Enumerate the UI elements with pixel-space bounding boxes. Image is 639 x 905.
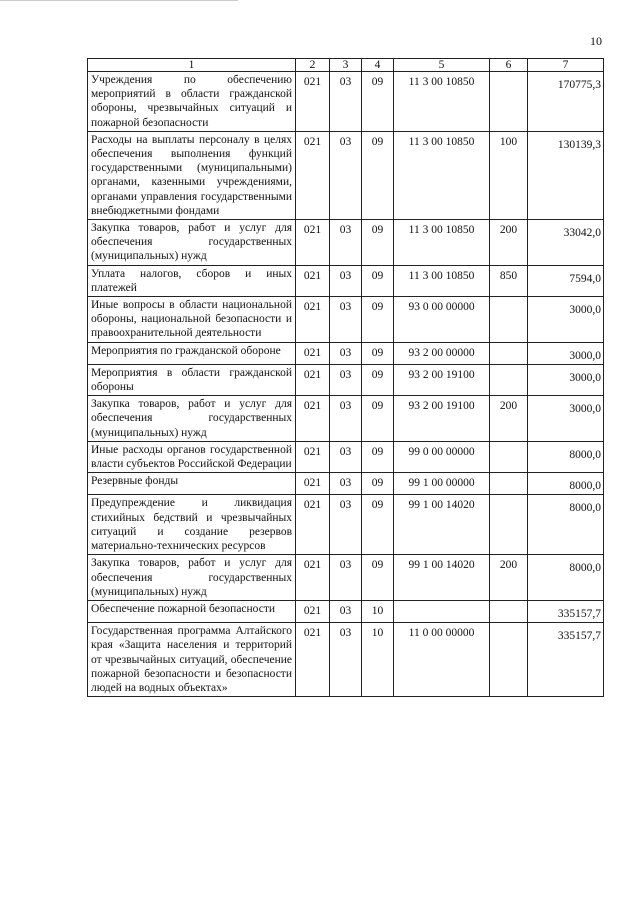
header-cell-1: 1	[88, 59, 296, 72]
table-row	[88, 297, 604, 343]
expense-type-cell	[490, 495, 528, 555]
header-cell-4: 4	[362, 59, 394, 72]
table-row	[88, 600, 604, 622]
expense-name-cell: Резервные фонды	[88, 473, 296, 495]
subsection-code-cell: 09	[362, 342, 394, 364]
ministry-code-cell: 021	[296, 342, 330, 364]
expense-name-cell: Расходы на выплаты персоналу в целях обеспечения выполнения функций государственными (муниципальными) органами, казенными учреждениями, органами управления государственными внебюджетными фондами	[88, 131, 296, 219]
target-article-cell: 93 2 00 19100	[394, 396, 490, 442]
expense-type-cell	[490, 473, 528, 495]
expense-name-cell: Иные вопросы в области национальной обороны, национальной безопасности и правоохранительной деятельности	[88, 297, 296, 343]
subsection-code-cell: 09	[362, 555, 394, 601]
expense-name-cell: Мероприятия по гражданской обороне	[88, 342, 296, 364]
amount-cell: 3000,0	[528, 364, 604, 395]
subsection-code-cell: 09	[362, 131, 394, 219]
amount-cell: 8000,0	[528, 555, 604, 601]
ministry-code-cell: 021	[296, 555, 330, 601]
budget-table	[87, 58, 604, 697]
target-article-cell: 99 1 00 14020	[394, 495, 490, 555]
expense-name-cell: Мероприятия в области гражданской обороны	[88, 364, 296, 395]
section-code-cell: 03	[330, 265, 362, 296]
section-code-cell: 03	[330, 364, 362, 395]
expense-type-cell	[490, 441, 528, 472]
ministry-code-cell: 021	[296, 495, 330, 555]
header-cell-2: 2	[296, 59, 330, 72]
header-cell-3: 3	[330, 59, 362, 72]
amount-cell: 8000,0	[528, 473, 604, 495]
section-code-cell: 03	[330, 623, 362, 697]
amount-cell: 130139,3	[528, 131, 604, 219]
section-code-cell: 03	[330, 441, 362, 472]
target-article-cell	[394, 600, 490, 622]
ministry-code-cell: 021	[296, 265, 330, 296]
section-code-cell: 03	[330, 72, 362, 132]
expense-name-cell: Обеспечение пожарной безопасности	[88, 600, 296, 622]
amount-cell: 7594,0	[528, 265, 604, 296]
ministry-code-cell: 021	[296, 364, 330, 395]
subsection-code-cell: 09	[362, 220, 394, 266]
header-row	[88, 59, 604, 72]
target-article-cell: 11 3 00 10850	[394, 72, 490, 132]
target-article-cell: 11 3 00 10850	[394, 220, 490, 266]
subsection-code-cell: 09	[362, 495, 394, 555]
table-row	[88, 364, 604, 395]
budget-table-container	[87, 58, 603, 697]
table-row	[88, 265, 604, 296]
header-cell-7: 7	[528, 59, 604, 72]
target-article-cell: 99 1 00 00000	[394, 473, 490, 495]
header-cell-5: 5	[394, 59, 490, 72]
ministry-code-cell: 021	[296, 220, 330, 266]
expense-type-cell: 850	[490, 265, 528, 296]
expense-name-cell: Предупреждение и ликвидация стихийных бедствий и чрезвычайных ситуаций и создание резервов материально-технических ресурсов	[88, 495, 296, 555]
expense-type-cell	[490, 72, 528, 132]
subsection-code-cell: 09	[362, 297, 394, 343]
section-code-cell: 03	[330, 297, 362, 343]
expense-type-cell	[490, 600, 528, 622]
page-number: 10	[590, 34, 602, 48]
ministry-code-cell: 021	[296, 131, 330, 219]
amount-cell: 3000,0	[528, 297, 604, 343]
amount-cell: 3000,0	[528, 396, 604, 442]
table-row	[88, 623, 604, 697]
expense-name-cell: Учреждения по обеспечению мероприятий в области гражданской обороны, чрезвычайных ситуаций и пожарной безопасности	[88, 72, 296, 132]
table-row	[88, 473, 604, 495]
expense-name-cell: Закупка товаров, работ и услуг для обеспечения государственных (муниципальных) нужд	[88, 396, 296, 442]
target-article-cell: 99 0 00 00000	[394, 441, 490, 472]
subsection-code-cell: 09	[362, 441, 394, 472]
ministry-code-cell: 021	[296, 441, 330, 472]
table-row	[88, 555, 604, 601]
section-code-cell: 03	[330, 131, 362, 219]
target-article-cell: 93 0 00 00000	[394, 297, 490, 343]
table-row	[88, 495, 604, 555]
table-row	[88, 72, 604, 132]
section-code-cell: 03	[330, 495, 362, 555]
section-code-cell: 03	[330, 342, 362, 364]
ministry-code-cell: 021	[296, 396, 330, 442]
target-article-cell: 93 2 00 19100	[394, 364, 490, 395]
amount-cell: 8000,0	[528, 441, 604, 472]
expense-type-cell: 200	[490, 396, 528, 442]
expense-name-cell: Иные расходы органов государственной власти субъектов Российской Федерации	[88, 441, 296, 472]
amount-cell: 33042,0	[528, 220, 604, 266]
table-row	[88, 396, 604, 442]
expense-type-cell	[490, 297, 528, 343]
section-code-cell: 03	[330, 220, 362, 266]
target-article-cell: 11 3 00 10850	[394, 131, 490, 219]
subsection-code-cell: 10	[362, 623, 394, 697]
amount-cell: 335157,7	[528, 600, 604, 622]
table-row	[88, 131, 604, 219]
section-code-cell: 03	[330, 600, 362, 622]
subsection-code-cell: 09	[362, 364, 394, 395]
section-code-cell: 03	[330, 396, 362, 442]
table-row	[88, 441, 604, 472]
subsection-code-cell: 09	[362, 396, 394, 442]
amount-cell: 335157,7	[528, 623, 604, 697]
subsection-code-cell: 09	[362, 72, 394, 132]
ministry-code-cell: 021	[296, 623, 330, 697]
table-row	[88, 220, 604, 266]
expense-name-cell: Закупка товаров, работ и услуг для обеспечения государственных (муниципальных) нужд	[88, 220, 296, 266]
subsection-code-cell: 09	[362, 265, 394, 296]
expense-type-cell	[490, 342, 528, 364]
expense-name-cell: Уплата налогов, сборов и иных платежей	[88, 265, 296, 296]
subsection-code-cell: 09	[362, 473, 394, 495]
expense-name-cell: Государственная программа Алтайского края «Защита населения и территорий от чрезвычайных ситуаций, обеспечение пожарной безопасности и безопасности людей на водных объектах»	[88, 623, 296, 697]
expense-type-cell	[490, 364, 528, 395]
amount-cell: 3000,0	[528, 342, 604, 364]
expense-type-cell: 100	[490, 131, 528, 219]
subsection-code-cell: 10	[362, 600, 394, 622]
section-code-cell: 03	[330, 555, 362, 601]
header-cell-6: 6	[490, 59, 528, 72]
ministry-code-cell: 021	[296, 72, 330, 132]
ministry-code-cell: 021	[296, 297, 330, 343]
target-article-cell: 11 3 00 10850	[394, 265, 490, 296]
table-body	[88, 72, 604, 697]
ministry-code-cell: 021	[296, 473, 330, 495]
section-code-cell: 03	[330, 473, 362, 495]
table-row	[88, 342, 604, 364]
target-article-cell: 99 1 00 14020	[394, 555, 490, 601]
expense-type-cell: 200	[490, 555, 528, 601]
expense-name-cell: Закупка товаров, работ и услуг для обеспечения государственных (муниципальных) нужд	[88, 555, 296, 601]
amount-cell: 170775,3	[528, 72, 604, 132]
ministry-code-cell: 021	[296, 600, 330, 622]
expense-type-cell	[490, 623, 528, 697]
target-article-cell: 11 0 00 00000	[394, 623, 490, 697]
target-article-cell: 93 2 00 00000	[394, 342, 490, 364]
scan-edge-line	[0, 0, 238, 1]
expense-type-cell: 200	[490, 220, 528, 266]
amount-cell: 8000,0	[528, 495, 604, 555]
